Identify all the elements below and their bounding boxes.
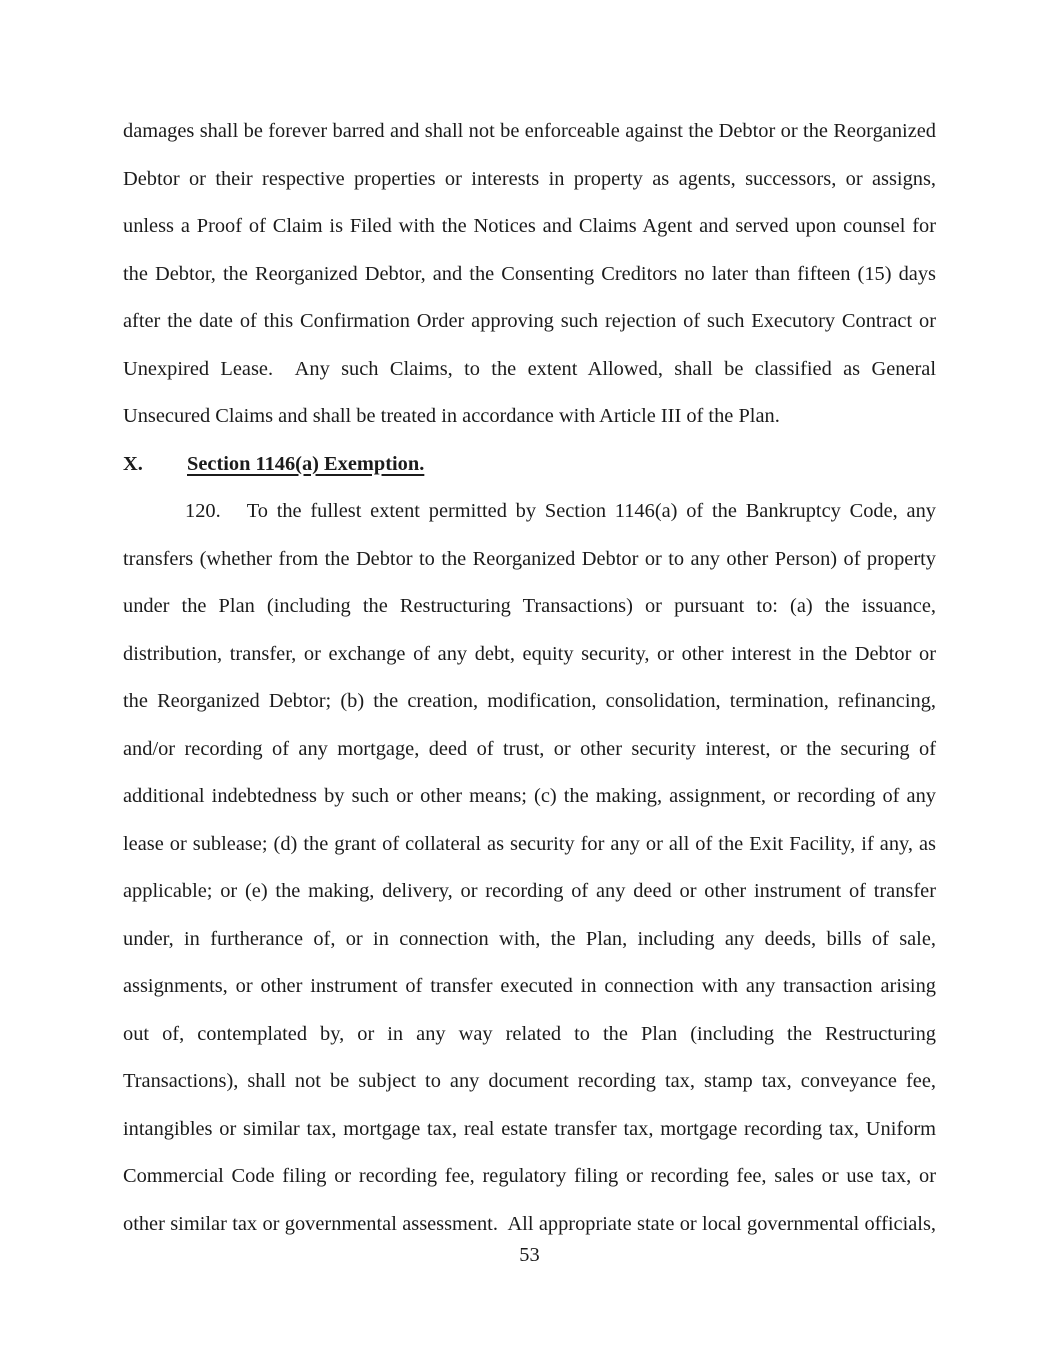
page-number: 53 [519, 1244, 540, 1266]
text-line: the Reorganized Debtor; (b) the creation, modification, consolidation, termination, refinancing, [123, 690, 936, 712]
text-line: assignments, or other instrument of transfer executed in connection with any transaction arising [123, 975, 936, 997]
section-heading [123, 441, 936, 489]
paragraph-rejection-damages [123, 108, 936, 441]
section-heading-number: X. [123, 452, 143, 475]
paragraph-number: 120. [185, 500, 221, 522]
text-line: transfers (whether from the Debtor to the Reorganized Debtor or to any other Person) of property [123, 547, 936, 570]
text-line: Commercial Code filing or recording fee, regulatory filing or recording fee, sales or use tax, or [123, 1165, 936, 1187]
first-line-indent [123, 516, 185, 517]
tab-spacer [221, 516, 247, 517]
text-line: and/or recording of any mortgage, deed of trust, or other security interest, or the securing of [123, 737, 936, 760]
text-line: under, in furtherance of, or in connection with, the Plan, including any deeds, bills of sale, [123, 927, 936, 950]
text-line: damages shall be forever barred and shall not be enforceable against the Debtor or the Reorganized [123, 120, 936, 142]
text-line: Transactions), shall not be subject to any document recording tax, stamp tax, conveyance fee, [123, 1070, 936, 1092]
text-line: Debtor or their respective properties or interests in property as agents, successors, or assigns, [123, 167, 936, 190]
text-line: after the date of this Confirmation Order approving such rejection of such Executory Contract or [123, 310, 936, 332]
text-line: applicable; or (e) the making, delivery, or recording of any deed or other instrument of transfer [123, 880, 936, 902]
text-line [123, 488, 936, 536]
section-heading-title: Section 1146(a) Exemption. [187, 452, 425, 475]
document-body [123, 108, 936, 1248]
text-line: out of, contemplated by, or in any way related to the Plan (including the Restructuring [123, 1022, 936, 1045]
line-text: To the fullest extent permitted by Section 1146(a) of the Bankruptcy Code, any [246, 500, 936, 522]
text-line: under the Plan (including the Restructuring Transactions) or pursuant to: (a) the issuance, [123, 595, 936, 617]
text-line: distribution, transfer, or exchange of any debt, equity security, or other interest in the Debtor or [123, 642, 936, 665]
paragraph-1146a-exemption [123, 488, 936, 1248]
text-line: the Debtor, the Reorganized Debtor, and the Consenting Creditors no later than fifteen (15) days [123, 262, 936, 285]
text-line: other similar tax or governmental assessment. All appropriate state or local governmental officials, [123, 1212, 936, 1235]
text-line: lease or sublease; (d) the grant of collateral as security for any or all of the Exit Facility, if any, as [123, 832, 936, 855]
text-line: Unexpired Lease. Any such Claims, to the extent Allowed, shall be classified as General [123, 357, 936, 380]
text-line: unless a Proof of Claim is Filed with the Notices and Claims Agent and served upon counsel for [123, 215, 936, 237]
text-line: Unsecured Claims and shall be treated in accordance with Article III of the Plan. [123, 405, 780, 427]
text-line: additional indebtedness by such or other means; (c) the making, assignment, or recording of any [123, 785, 936, 807]
text-line: intangibles or similar tax, mortgage tax, real estate transfer tax, mortgage recording tax, Uniform [123, 1117, 936, 1140]
